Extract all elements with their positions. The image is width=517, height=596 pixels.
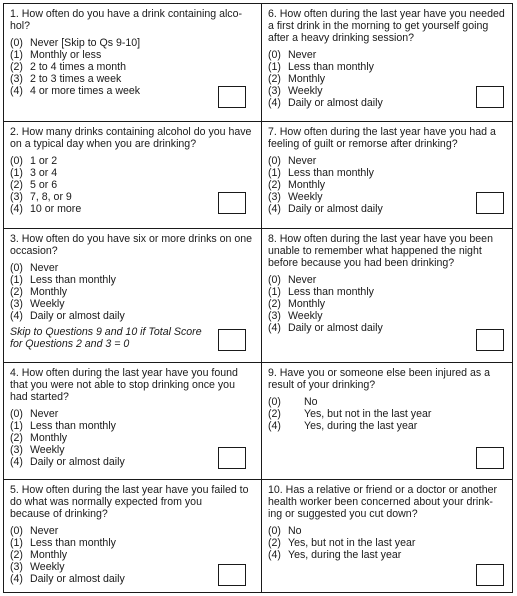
option-code: (0) [10,408,23,420]
option-label: No [304,396,318,408]
score-box-q10[interactable] [476,564,504,586]
option-code: (4) [10,456,23,468]
option-code: (4) [268,322,281,334]
option-code: (2) [268,298,281,310]
option-code: (2) [268,179,281,191]
option-label: Monthly [30,286,68,298]
question-5-cell [4,480,261,594]
option [268,322,506,334]
option-label: Less than monthly [30,420,116,432]
score-box-q3[interactable] [218,329,246,351]
option-code: (2) [268,537,281,549]
option-code: (0) [268,274,281,286]
option-code: (1) [10,420,23,432]
option-code: (3) [268,85,281,97]
score-box-q5[interactable] [218,564,246,586]
score-box-q8[interactable] [476,329,504,351]
option-label: Weekly [30,298,65,310]
option-code: (2) [10,61,23,73]
question-7-options [268,155,506,215]
option-code: (1) [268,167,281,179]
option [10,155,255,167]
option [10,274,255,286]
option-label: Monthly [288,179,326,191]
option-label: Never [30,408,59,420]
option-code: (3) [10,191,23,203]
option [10,49,255,61]
question-2-cell [4,122,261,228]
question-9-cell [262,363,512,479]
question-3-cell [4,229,261,362]
option [10,432,255,444]
option-code: (3) [268,310,281,322]
option-code: (2) [10,432,23,444]
option [268,49,506,61]
option-label: Weekly [288,310,323,322]
option-label: Yes, during the last year [304,420,418,432]
option-code: (0) [10,262,23,274]
option-label: Monthly [288,298,326,310]
option-code: (1) [268,286,281,298]
option [268,191,506,203]
option-code: (0) [268,49,281,61]
question-1-text: 1. How often do you have a drink containing alco- hol? [10,8,243,32]
question-8-options [268,274,506,334]
option-label: Daily or almost daily [288,203,383,215]
score-box-q6[interactable] [476,86,504,108]
option [10,286,255,298]
option-code: (0) [10,525,23,537]
question-3-options [10,262,255,322]
option-label: Weekly [30,444,65,456]
option-code: (3) [10,73,23,85]
option-label: Daily or almost daily [288,97,383,109]
option-label: 1 or 2 [30,155,58,167]
option [10,408,255,420]
score-box-q1[interactable] [218,86,246,108]
option-label: Never [30,262,59,274]
score-box-q4[interactable] [218,447,246,469]
option-label: Weekly [288,191,323,203]
option [10,262,255,274]
option-code: (4) [268,97,281,109]
option [268,85,506,97]
option [10,179,255,191]
option-code: (4) [268,549,281,561]
option-code: (4) [268,203,281,215]
option-label: Daily or almost daily [288,322,383,334]
question-3-text: 3. How often do you have six or more drinks on one occasion? [10,233,253,257]
question-6-options [268,49,506,109]
option [10,537,255,549]
score-box-q7[interactable] [476,192,504,214]
question-6-text: 6. How often during the last year have you needed a first drink in the morning to get yourself going after a heavy drinking session? [268,8,505,44]
question-10-text: 10. Has a relative or friend or a doctor or another health worker been concerned about your drink- ing or suggested you cut down? [268,484,498,520]
option-label: 4 or more times a week [30,85,141,97]
option-label: Less than monthly [30,274,116,286]
option-label: Monthly [30,432,68,444]
questionnaire-grid [3,3,513,593]
option [268,155,506,167]
question-4-cell [4,363,261,479]
option-code: (1) [10,167,23,179]
question-1-cell [4,4,261,121]
option-code: (2) [268,73,281,85]
question-5-text: 5. How often during the last year have you failed to do what was normally expected from you because of drinking? [10,484,249,520]
question-6-cell [262,4,512,121]
option-code: (2) [10,549,23,561]
option-code: (0) [10,37,23,49]
option [10,73,255,85]
option [10,37,255,49]
option-label: Monthly [30,549,68,561]
option-code: (4) [268,420,281,432]
option-code: (3) [10,561,23,573]
question-9-text: 9. Have you or someone else been injured as a result of your drinking? [268,367,491,391]
option-label: 5 or 6 [30,179,58,191]
option [268,396,506,408]
option-label: Less than monthly [288,61,374,73]
option [10,420,255,432]
option-label: 3 or 4 [30,167,58,179]
question-7-cell [262,122,512,228]
option [268,203,506,215]
question-8-text: 8. How often during the last year have you been unable to remember what happened the night before because you had been drinking? [268,233,493,269]
option [268,310,506,322]
option [268,408,506,420]
option [268,549,506,561]
question-2-text: 2. How many drinks containing alcohol do you have on a typical day when you are drinking? [10,126,252,150]
option [268,73,506,85]
option [268,179,506,191]
option-label: Monthly or less [30,49,102,61]
question-7-text: 7. How often during the last year have you had a feeling of guilt or remorse after drinking? [268,126,496,150]
option-code: (4) [10,310,23,322]
score-box-q2[interactable] [218,192,246,214]
skip-instruction: Skip to Questions 9 and 10 if Total Score for Questions 2 and 3 = 0 [10,326,202,350]
option [10,549,255,561]
option-code: (1) [10,274,23,286]
option [268,420,506,432]
option-label: No [288,525,302,537]
option-label: Never [288,155,317,167]
option-label: 10 or more [30,203,82,215]
option-code: (0) [268,525,281,537]
option-label: Never [30,525,59,537]
option-code: (0) [268,396,281,408]
option-code: (1) [268,61,281,73]
option [268,97,506,109]
option [268,167,506,179]
option-label: Less than monthly [288,167,374,179]
option-code: (2) [268,408,281,420]
option [10,298,255,310]
option-label: Never [288,49,317,61]
option-code: (3) [10,444,23,456]
option-code: (1) [10,537,23,549]
option-code: (2) [10,179,23,191]
option-label: Daily or almost daily [30,456,125,468]
option-label: 7, 8, or 9 [30,191,72,203]
option-label: Daily or almost daily [30,573,125,585]
option-label: Weekly [288,85,323,97]
option-label: Yes, during the last year [288,549,402,561]
option [10,310,255,322]
option-code: (2) [10,286,23,298]
option [268,61,506,73]
option-code: (4) [10,573,23,585]
option-label: Never [Skip to Qs 9-10] [30,37,141,49]
option-label: Weekly [30,561,65,573]
question-10-cell [262,480,512,594]
option-code: (1) [10,49,23,61]
score-box-q9[interactable] [476,447,504,469]
option [10,61,255,73]
option-code: (0) [10,155,23,167]
question-4-text: 4. How often during the last year have you found that you were not able to stop drinking once you had started? [10,367,238,403]
option-code: (3) [268,191,281,203]
option [268,274,506,286]
option [268,537,506,549]
question-8-cell [262,229,512,362]
option-label: 2 to 4 times a month [30,61,126,73]
option-label: Monthly [288,73,326,85]
question-9-options [268,396,506,432]
option [268,525,506,537]
option-label: 2 to 3 times a week [30,73,122,85]
option-label: Yes, but not in the last year [304,408,432,420]
question-10-options [268,525,506,561]
option-code: (4) [10,203,23,215]
option-code: (3) [10,298,23,310]
option-label: Yes, but not in the last year [288,537,416,549]
option [10,167,255,179]
option-label: Daily or almost daily [30,310,125,322]
option-label: Never [288,274,317,286]
option [10,525,255,537]
option-label: Less than monthly [288,286,374,298]
option [268,286,506,298]
option-code: (0) [268,155,281,167]
option-code: (4) [10,85,23,97]
option [268,298,506,310]
option-label: Less than monthly [30,537,116,549]
